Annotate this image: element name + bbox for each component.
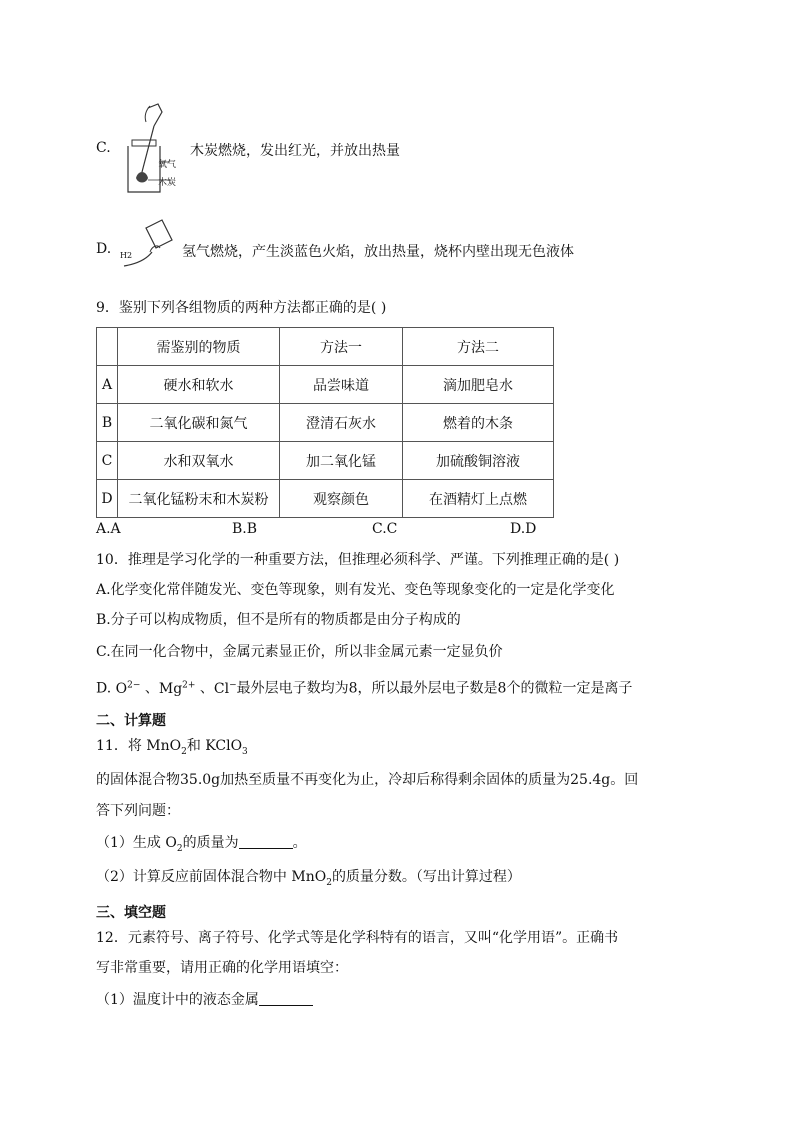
table-cell: 品尝味道 [280, 366, 403, 404]
question-11-line-2: 的固体混合物35.0g加热至质量不再变化为止，冷却后称得剩余固体的质量为25.4g。回 [96, 772, 639, 788]
table-cell: 二氧化碳和氮气 [118, 404, 280, 442]
table-row [97, 480, 554, 518]
question-12-line-2: 写非常重要，请用正确的化学用语填空： [96, 960, 348, 976]
table-cell: C [97, 442, 118, 480]
table-cell: 水和双氧水 [118, 442, 280, 480]
question-11-line-3: 答下列问题： [96, 803, 180, 819]
table-row [97, 442, 554, 480]
hydrogen-combustion-figure [118, 218, 174, 270]
question-10-option-a: A.化学变化常伴随发光、变色等现象，则有发光、变色等现象变化的一定是化学变化 [96, 582, 615, 598]
table-row [97, 404, 554, 442]
table-cell: A [97, 366, 118, 404]
question-12-part-1: （1）温度计中的液态金属 [96, 990, 313, 1010]
table-header-cell: 方法二 [403, 328, 554, 366]
table-cell: 加硫酸铜溶液 [403, 442, 554, 480]
table-cell: 在酒精灯上点燃 [403, 480, 554, 518]
table-cell: B [97, 404, 118, 442]
figure-label-charcoal: 木炭 [158, 178, 177, 188]
question-11-part-1: （1）生成 $O_2$的质量为 。 [96, 835, 307, 854]
identification-methods-table [96, 327, 554, 518]
table-header-cell: 方法一 [280, 328, 403, 366]
table-header-cell [97, 328, 118, 366]
option-d-label: D. [96, 241, 112, 257]
option-d-text: 氢气燃烧，产生淡蓝色火焰，放出热量，烧杯内壁出现无色液体 [182, 244, 574, 260]
question-11-stem: 11．将 MnO$_2$和 KClO$_3$ [96, 738, 248, 757]
formula-o2: $O_2$ [165, 835, 183, 854]
option-c-label: C. [96, 140, 111, 156]
table-row [97, 366, 554, 404]
table-cell: 二氧化锰粉末和木炭粉 [118, 480, 280, 518]
formula-mno2: MnO$_2$ [146, 738, 187, 757]
question-10-option-d: D. $O^{2-}$ 、$Mg^{2+}$ 、Cl−最外层电子数均为8，所以最外层电子数是8个的微粒一定是离子 [96, 680, 633, 697]
ion-chloride: Cl− [213, 680, 237, 697]
question-10-option-c: C.在同一化合物中，金属元素显正价，所以非金属元素一定显负价 [96, 644, 503, 660]
section-heading-fill-in: 三、填空题 [96, 905, 166, 921]
table-header-cell: 需鉴别的物质 [118, 328, 280, 366]
table-cell: D [97, 480, 118, 518]
answer-option-d: D.D [510, 521, 537, 537]
answer-option-a: A.A [96, 521, 121, 537]
question-9-stem: 9．鉴别下列各组物质的两种方法都正确的是( ) [96, 300, 387, 316]
table-cell: 加二氧化锰 [280, 442, 403, 480]
table-cell: 澄清石灰水 [280, 404, 403, 442]
question-12-line-1: 12．元素符号、离子符号、化学式等是化学科特有的语言，又叫“化学用语”。正确书 [96, 930, 619, 946]
table-cell: 燃着的木条 [403, 404, 554, 442]
table-cell: 观察颜色 [280, 480, 403, 518]
table-cell: 硬水和软水 [118, 366, 280, 404]
answer-blank[interactable] [239, 834, 293, 849]
answer-option-c: C.C [372, 521, 398, 537]
formula-mno2: MnO$_2$ [291, 869, 332, 888]
ion-magnesium: $Mg^{2+}$ [158, 680, 196, 697]
figure-label-oxygen: 氧气 [158, 160, 177, 170]
formula-kclo3: KClO$_3$ [205, 738, 248, 757]
answer-blank[interactable] [259, 991, 313, 1006]
table-cell: 滴加肥皂水 [403, 366, 554, 404]
ion-oxide: $O^{2-}$ [115, 680, 141, 697]
question-10-stem: 10．推理是学习化学的一种重要方法，但推理必须科学、严谨。下列推理正确的是( ) [96, 552, 620, 568]
question-11-part-2: （2）计算反应前固体混合物中 MnO$_2$的质量分数。（写出计算过程） [96, 869, 521, 888]
table-header-row [97, 328, 554, 366]
answer-option-b: B.B [232, 521, 258, 537]
section-heading-calculation: 二、计算题 [96, 713, 166, 729]
question-10-option-b: B.分子可以构成物质，但不是所有的物质都是由分子构成的 [96, 612, 461, 628]
option-c-text: 木炭燃烧，发出红光，并放出热量 [190, 143, 400, 159]
figure-label-h2: H2 [120, 251, 133, 260]
